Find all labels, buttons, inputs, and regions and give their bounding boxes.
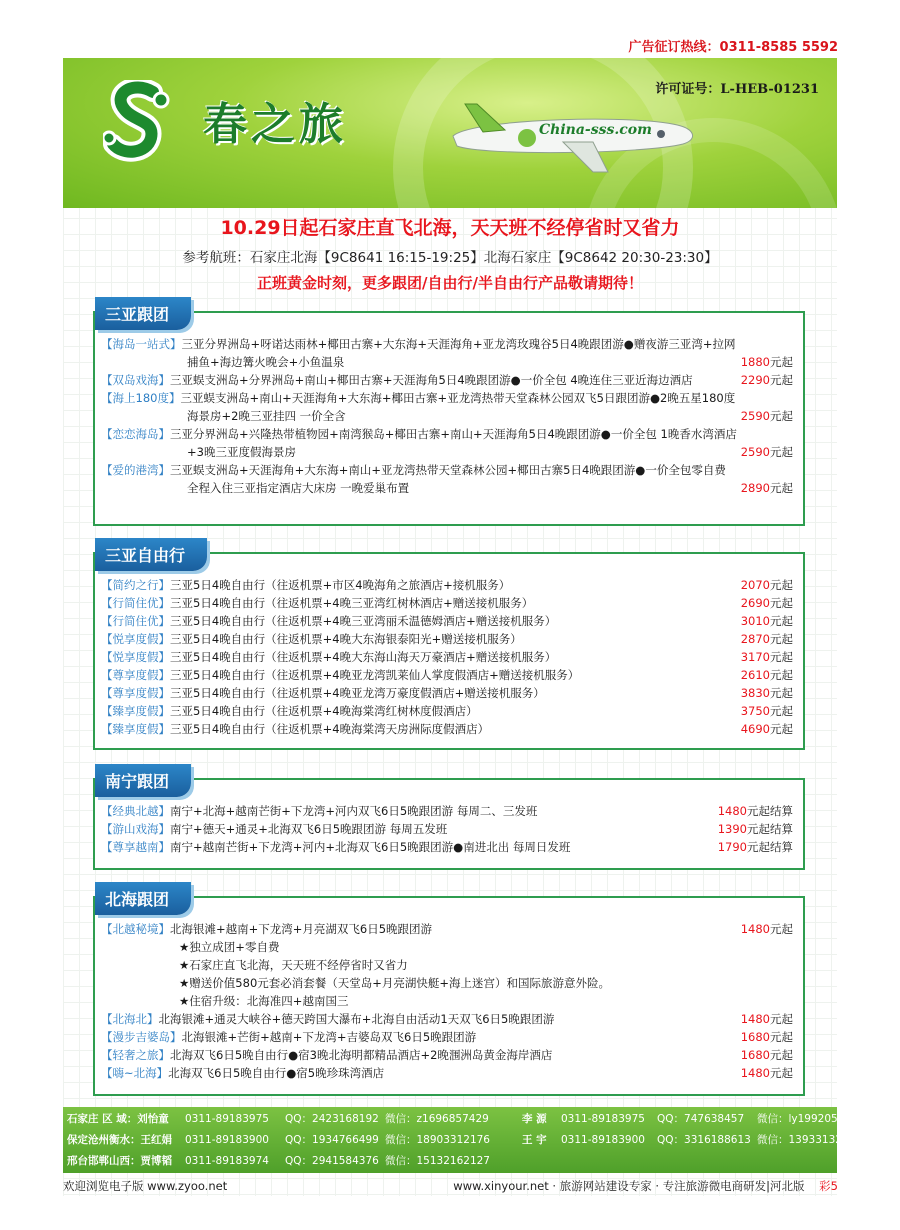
contact-cell: 微信：15132162127 <box>385 1155 490 1167</box>
contact-cell: 邢台邯郸山西：贾博韬 <box>67 1155 172 1167</box>
price-unit: 元起 <box>770 686 793 700</box>
row-cont-text: +3晚三亚度假海景房 <box>187 445 296 459</box>
row-main <box>101 720 793 738</box>
row-cont <box>101 479 793 497</box>
contact-cell: QQ：747638457 <box>657 1113 745 1125</box>
footer-right <box>453 1178 838 1194</box>
section-title: 南宁跟团 <box>95 764 191 797</box>
row-main <box>101 684 793 702</box>
brand-name: 春之旅 <box>203 99 347 150</box>
row-price <box>741 353 793 371</box>
price-value: 2590 <box>740 445 770 459</box>
contact-cell: 保定沧州衡水：王红娟 <box>67 1134 172 1146</box>
row-text: 北海双飞6日5晚自由行●宿5晚珍珠湾酒店 <box>168 1066 385 1080</box>
row-price <box>741 371 793 389</box>
list-item <box>101 389 793 425</box>
row-tag: 【悦享度假】 <box>101 650 170 664</box>
row-main <box>101 576 793 594</box>
price-unit: 元起 <box>770 481 793 495</box>
row-text: 三亚蜈支洲岛+天涯海角+大东海+南山+亚龙湾热带天堂森林公园+椰田古寨5日4晚跟团游●一价全包零自费 <box>170 463 726 477</box>
row-main <box>101 648 793 666</box>
list-item <box>101 720 793 738</box>
row-text: 三亚5日4晚自由行（往返机票+4晚亚龙湾凯莱仙人掌度假酒店+赠送接机服务） <box>170 668 580 682</box>
note-item: ★住宿升级：北海准四+越南国三 <box>179 994 349 1008</box>
row-tag: 【尊享度假】 <box>101 668 170 682</box>
slogan: 正班黄金时刻，更多跟团/自由行/半自由行产品敬请期待！ <box>257 274 643 292</box>
row-price <box>741 1028 793 1046</box>
row-tag: 【嗨~北海】 <box>101 1066 169 1080</box>
price-value: 1880 <box>740 355 770 369</box>
row-price <box>741 1064 793 1082</box>
price-unit: 元起 <box>770 704 793 718</box>
row-main <box>101 1046 793 1064</box>
price-value: 1790 <box>717 840 747 854</box>
row-price <box>718 802 793 820</box>
footer-left: 欢迎浏览电子版 www.zyoo.net <box>63 1179 228 1193</box>
row-cont <box>101 407 793 425</box>
row-tag: 【海上180度】 <box>101 391 181 405</box>
price-unit: 元起 <box>770 1066 793 1080</box>
row-price <box>741 684 793 702</box>
price-unit: 元起 <box>770 409 793 423</box>
row-main <box>101 371 793 389</box>
note-item: ★石家庄直飞北海，天天班不经停省时又省力 <box>179 958 408 972</box>
contact-cell: 0311-89183975 <box>185 1113 269 1125</box>
row-tag: 【悦享度假】 <box>101 632 170 646</box>
row-text: 南宁+越南芒街+下龙湾+河内+北海双飞6日5晚跟团游●南进北出 每周日发班 <box>170 840 571 854</box>
contact-strip <box>63 1107 862 1173</box>
row-main <box>101 1010 793 1028</box>
row-tag: 【漫步吉婆岛】 <box>101 1030 182 1044</box>
price-unit: 元起 <box>770 373 793 387</box>
row-text: 三亚蜈支洲岛+分界洲岛+南山+椰田古寨+天涯海角5日4晚跟团游●一价全包 4晚连住三亚近海边酒店 <box>170 373 693 387</box>
list-item <box>101 576 793 594</box>
row-price <box>741 612 793 630</box>
price-unit: 元起 <box>770 632 793 646</box>
price-unit: 元起 <box>770 722 793 736</box>
price-unit: 元起 <box>770 1048 793 1062</box>
price-unit: 元起 <box>770 922 793 936</box>
row-text: 三亚5日4晚自由行（往返机票+4晚大东海银泰阳光+赠送接机服务） <box>170 632 522 646</box>
row-tag: 【臻享度假】 <box>101 722 170 736</box>
contact-cell: 李 源 <box>522 1113 547 1125</box>
row-price <box>741 920 793 938</box>
row-tag: 【尊享度假】 <box>101 686 170 700</box>
price-value: 3830 <box>740 686 770 700</box>
row-price <box>741 666 793 684</box>
price-value: 1480 <box>740 1012 770 1026</box>
sanya-free-rows <box>101 576 793 738</box>
price-value: 1480 <box>717 804 747 818</box>
ad-hotline: 广告征订热线：0311-8585 5592 <box>628 40 838 55</box>
row-price <box>741 1046 793 1064</box>
sanya-group-rows <box>101 335 793 497</box>
row-tag: 【爱的港湾】 <box>101 463 170 477</box>
row-tag: 【行简住优】 <box>101 614 170 628</box>
price-value: 2890 <box>740 481 770 495</box>
row-text: 三亚5日4晚自由行（往返机票+4晚海棠湾天房洲际度假酒店） <box>170 722 490 736</box>
list-item <box>101 820 793 838</box>
contact-cell: 微信：z1696857429 <box>385 1113 489 1125</box>
row-text: 三亚5日4晚自由行（往返机票+4晚三亚湾丽禾温德姆酒店+赠送接机服务） <box>170 614 557 628</box>
section-sanya-free <box>93 546 805 750</box>
row-text: 北海银滩+通灵大峡谷+德天跨国大瀑布+北海自由活动1天双飞6日5晚跟团游 <box>158 1012 555 1026</box>
row-tag: 【北海北】 <box>101 1012 159 1026</box>
list-item <box>101 425 793 461</box>
list-item <box>101 461 793 497</box>
row-tag: 【恋恋海岛】 <box>101 427 170 441</box>
price-unit: 元起 <box>770 596 793 610</box>
row-text: 三亚5日4晚自由行（往返机票+4晚大东海山海天万豪酒店+赠送接机服务） <box>170 650 557 664</box>
contact-cell: 0311-89183974 <box>185 1155 269 1167</box>
list-item <box>101 371 793 389</box>
license-number: 许可证号：L-HEB-01231 <box>655 82 819 97</box>
list-item <box>101 838 793 856</box>
row-price <box>741 443 793 461</box>
section-title: 三亚跟团 <box>95 297 191 330</box>
row-text: 北海双飞6日5晚自由行●宿3晚北海明都精品酒店+2晚涠洲岛黄金海岸酒店 <box>170 1048 553 1062</box>
flight-info: 参考航班：石家庄北海【9C8641 16:15-19:25】北海石家庄【9C8642 20:30-23:30】 <box>182 250 718 266</box>
contact-cell: 王 宇 <box>522 1134 547 1146</box>
price-value: 1680 <box>740 1030 770 1044</box>
row-tag: 【臻享度假】 <box>101 704 170 718</box>
headline: 10.29日起石家庄直飞北海，天天班不经停省时又省力 <box>220 217 680 239</box>
list-item <box>101 1064 793 1082</box>
row-main <box>101 425 793 443</box>
row-tag: 【行简住优】 <box>101 596 170 610</box>
list-item <box>101 594 793 612</box>
poster <box>63 58 862 1196</box>
price-unit: 元起 <box>770 1030 793 1044</box>
contact-cell: QQ：2941584376 <box>285 1155 379 1167</box>
list-item <box>101 1010 793 1028</box>
list-item <box>101 684 793 702</box>
footer-sites: www.xinyour.net · 旅游网站建设专家 · 专注旅游微电商研发|河北版 <box>453 1179 805 1193</box>
row-price <box>741 407 793 425</box>
price-unit: 元起 <box>770 578 793 592</box>
row-price <box>718 838 793 856</box>
row-tag: 【游山戏海】 <box>101 822 170 836</box>
row-tag: 【北越秘境】 <box>101 922 170 936</box>
row-text: 三亚分界洲岛+呀诺达雨林+椰田古寨+大东海+天涯海角+亚龙湾玫瑰谷5日4晚跟团游●赠夜游三亚湾+拉网 <box>181 337 736 351</box>
row-main <box>101 702 793 720</box>
row-main <box>101 920 793 938</box>
row-text: 三亚分界洲岛+兴隆热带植物园+南湾猴岛+椰田古寨+南山+天涯海角5日4晚跟团游●一价全包 1晚香水湾酒店 <box>170 427 737 441</box>
row-main <box>101 612 793 630</box>
row-main <box>101 1028 793 1046</box>
contact-cell: 0311-89183900 <box>185 1134 269 1146</box>
list-item <box>101 702 793 720</box>
header-banner <box>63 58 837 208</box>
row-price <box>741 648 793 666</box>
price-unit: 元起 <box>770 650 793 664</box>
row-price <box>741 630 793 648</box>
price-value: 2870 <box>740 632 770 646</box>
row-price <box>741 1010 793 1028</box>
row-text: 三亚5日4晚自由行（往返机票+4晚三亚湾红树林酒店+赠送接机服务） <box>170 596 534 610</box>
row-cont <box>101 443 793 461</box>
price-unit: 元起 <box>770 355 793 369</box>
list-item <box>101 1046 793 1064</box>
note-item: ★独立成团+零自费 <box>179 940 280 954</box>
list-item <box>101 666 793 684</box>
price-value: 1680 <box>740 1048 770 1062</box>
price-value: 3750 <box>740 704 770 718</box>
contact-cell: QQ：3316188613 <box>657 1134 751 1146</box>
row-main <box>101 838 793 856</box>
list-item <box>101 612 793 630</box>
row-tag: 【尊享越南】 <box>101 840 170 854</box>
section-sanya-group <box>93 305 805 526</box>
row-main <box>101 666 793 684</box>
section-nanning-group <box>93 772 805 870</box>
row-cont-text: 海景房+2晚三亚挂四 一价全含 <box>187 409 346 423</box>
contact-cell: 微信：13933132015 <box>757 1134 862 1146</box>
row-main <box>101 461 793 479</box>
price-unit: 元起结算 <box>747 840 793 854</box>
price-value: 2290 <box>740 373 770 387</box>
row-main <box>101 820 793 838</box>
row-main <box>101 335 793 353</box>
row-cont-text: 全程入住三亚指定酒店大床房 一晚爱巢布置 <box>187 481 410 495</box>
row-price <box>741 720 793 738</box>
row-text: 南宁+德天+通灵+北海双飞6日5晚跟团游 每周五发班 <box>170 822 448 836</box>
list-item <box>101 335 793 371</box>
section-beihai-group <box>93 890 805 1096</box>
row-tag: 【简约之行】 <box>101 578 170 592</box>
price-value: 2070 <box>740 578 770 592</box>
beihai-group-rows <box>101 920 793 1082</box>
page-number: 彩5 <box>819 1179 838 1193</box>
row-price <box>741 594 793 612</box>
row-main <box>101 594 793 612</box>
row-cont <box>101 353 793 371</box>
row-main <box>101 802 793 820</box>
list-item <box>101 920 793 938</box>
price-unit: 元起 <box>770 614 793 628</box>
price-value: 2610 <box>740 668 770 682</box>
list-item <box>101 1028 793 1046</box>
price-value: 2590 <box>740 409 770 423</box>
price-value: 2690 <box>740 596 770 610</box>
contact-cell: 0311-89183975 <box>561 1113 645 1125</box>
nanning-group-rows <box>101 802 793 856</box>
note-item: ★赠送价值580元套必消套餐（天堂岛+月亮湖快艇+海上迷宫）和国际旅游意外险。 <box>179 976 611 990</box>
row-price <box>741 702 793 720</box>
row-tag: 【双岛戏海】 <box>101 373 170 387</box>
row-price <box>741 479 793 497</box>
row-text: 北海银滩+芒街+越南+下龙湾+吉婆岛双飞6日5晚跟团游 <box>181 1030 477 1044</box>
contact-cell: QQ：1934766499 <box>285 1134 379 1146</box>
contact-cell: 微信：ly19920518ly <box>757 1113 861 1125</box>
section-title: 三亚自由行 <box>95 538 207 571</box>
row-text: 三亚5日4晚自由行（往返机票+市区4晚海角之旅酒店+接机服务） <box>170 578 511 592</box>
price-unit: 元起 <box>770 1012 793 1026</box>
list-item <box>101 648 793 666</box>
list-item <box>101 630 793 648</box>
spring-logo-icon <box>103 80 173 162</box>
section-title: 北海跟团 <box>95 882 191 915</box>
contact-cell: 石家庄 区 域：刘怡童 <box>67 1113 169 1125</box>
row-tag: 【轻奢之旅】 <box>101 1048 170 1062</box>
plane-livery: China-sss.com <box>539 122 652 138</box>
price-value: 1390 <box>717 822 747 836</box>
row-cont-text: 捕鱼+海边篝火晚会+小鱼温泉 <box>187 355 345 369</box>
row-price <box>741 576 793 594</box>
price-value: 4690 <box>740 722 770 736</box>
row-main <box>101 389 793 407</box>
row-text: 三亚蜈支洲岛+南山+天涯海角+大东海+椰田古寨+亚龙湾热带天堂森林公园双飞5日跟团游●2晚五星180度 <box>180 391 736 405</box>
price-value: 3170 <box>740 650 770 664</box>
row-text: 南宁+北海+越南芒街+下龙湾+河内双飞6日5晚跟团游 每周二、三发班 <box>170 804 538 818</box>
row-text: 三亚5日4晚自由行（往返机票+4晚海棠湾红树林度假酒店） <box>170 704 478 718</box>
contact-cell: QQ：2423168192 <box>285 1113 379 1125</box>
price-value: 3010 <box>740 614 770 628</box>
list-item <box>101 802 793 820</box>
row-price <box>718 820 793 838</box>
row-tag: 【经典北越】 <box>101 804 170 818</box>
contact-cell: 微信：18903312176 <box>385 1134 490 1146</box>
price-value: 1480 <box>740 922 770 936</box>
airplane-icon <box>443 96 703 176</box>
price-unit: 元起结算 <box>747 804 793 818</box>
price-unit: 元起结算 <box>747 822 793 836</box>
price-value: 1480 <box>740 1066 770 1080</box>
contact-cell: 0311-89183900 <box>561 1134 645 1146</box>
row-text: 北海银滩+越南+下龙湾+月亮湖双飞6日5晚跟团游 <box>170 922 433 936</box>
row-tag: 【海岛一站式】 <box>101 337 182 351</box>
price-unit: 元起 <box>770 668 793 682</box>
row-main <box>101 630 793 648</box>
row-text: 三亚5日4晚自由行（往返机票+4晚亚龙湾万豪度假酒店+赠送接机服务） <box>170 686 545 700</box>
price-unit: 元起 <box>770 445 793 459</box>
row-main <box>101 1064 793 1082</box>
